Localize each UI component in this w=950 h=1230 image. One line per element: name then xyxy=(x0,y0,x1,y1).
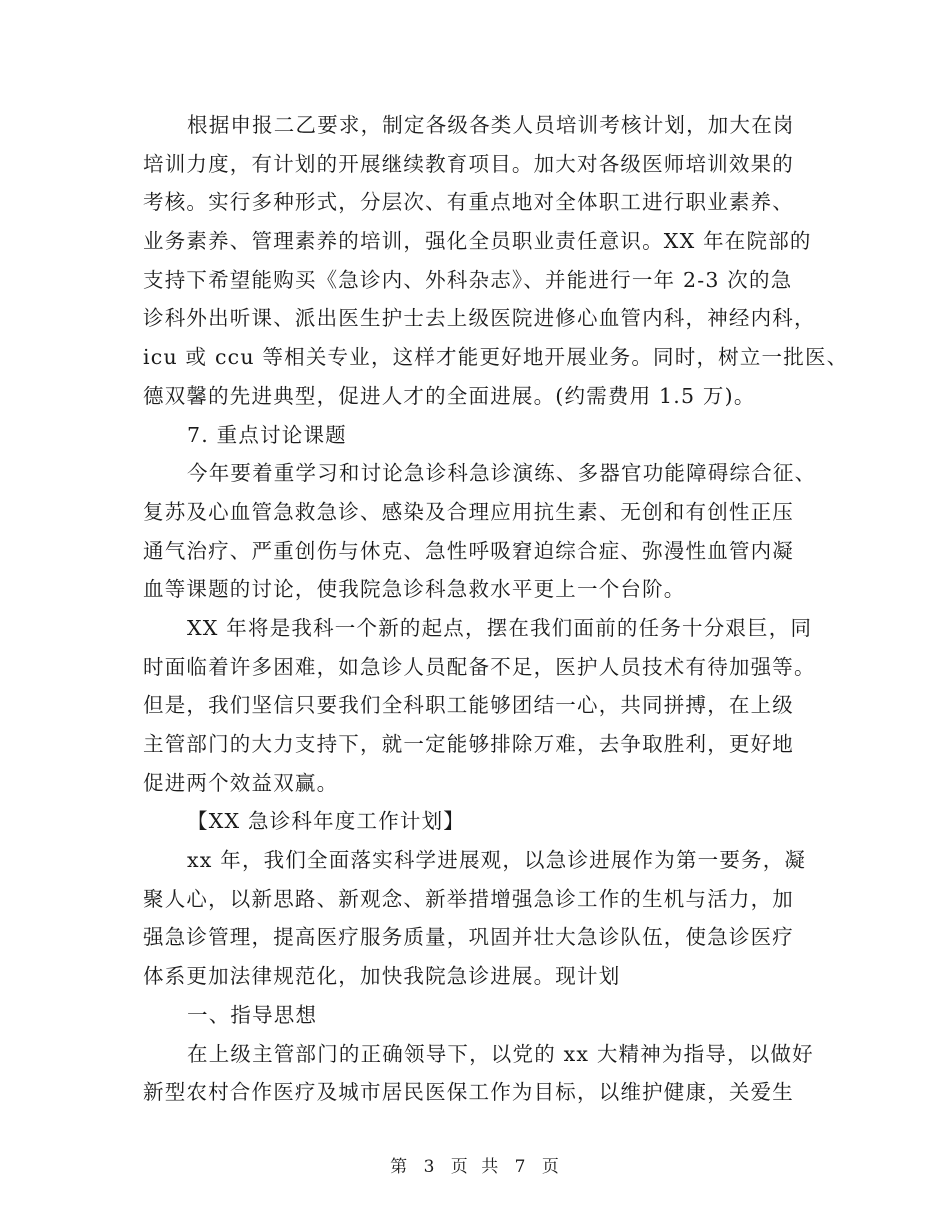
text-line: 促进两个效益双赢。 xyxy=(143,770,339,795)
text-line: 今年要着重学习和讨论急诊科急诊演练、多器官功能障碍综合征、 xyxy=(187,461,817,486)
section-heading: 7. 重点讨论课题 xyxy=(187,422,347,447)
text-line: 业务素养、管理素养的培训，强化全员职业责任意识。XX 年在院部的 xyxy=(143,229,812,254)
text-line: 体系更加法律规范化，加快我院急诊进展。现计划 xyxy=(143,964,621,989)
text-line: 聚人心，以新思路、新观念、新举措增强急诊工作的生机与活力，加 xyxy=(143,886,794,911)
document-body xyxy=(143,106,849,1112)
text-line: 主管部门的大力支持下，就一定能够排除万难，去争取胜利，更好地 xyxy=(143,732,794,756)
footer-suffix: 页 xyxy=(541,1157,560,1177)
footer-prefix: 第 xyxy=(390,1157,409,1177)
text-line: xx 年，我们全面落实科学进展观，以急诊进展作为第一要务，凝 xyxy=(187,848,807,873)
text-line: 根据申报二乙要求，制定各级各类人员培训考核计划，加大在岗 xyxy=(187,113,795,137)
text-line: 时面临着许多困难，如急诊人员配备不足，医护人员技术有待加强等。 xyxy=(143,654,816,679)
text-line: 血等课题的讨论，使我院急诊科急救水平更上一个台阶。 xyxy=(143,577,686,602)
text-line: XX 年将是我科一个新的起点，摆在我们面前的任务十分艰巨，同 xyxy=(187,615,813,640)
section-heading: 一、指导思想 xyxy=(187,1002,318,1027)
section-title: 【XX 急诊科年度工作计划】 xyxy=(187,809,466,834)
text-line: 通气治疗、严重创伤与休克、急性呼吸窘迫综合症、弥漫性血管内凝 xyxy=(143,538,794,563)
text-line: 强急诊管理，提高医疗服务质量，巩固并壮大急诊队伍，使急诊医疗 xyxy=(143,925,794,950)
total-pages-number: 7 xyxy=(514,1157,527,1177)
text-line: 培训力度，有计划的开展继续教育项目。加大对各级医师培训效果的 xyxy=(143,151,794,176)
footer-total-label: 共 xyxy=(481,1157,500,1177)
text-line: 复苏及心血管急救急诊、感染及合理应用抗生素、无创和有创性正压 xyxy=(143,499,794,524)
page-footer xyxy=(0,1152,950,1177)
text-line: 德双馨的先进典型，促进人才的全面进展。(约需费用 1.5 万)。 xyxy=(143,383,756,408)
text-line: icu 或 ccu 等相关专业，这样才能更好地开展业务。同时，树立一批医、 xyxy=(143,345,849,370)
footer-page-label: 页 xyxy=(450,1157,469,1177)
current-page-number: 3 xyxy=(423,1157,436,1177)
text-line: 但是，我们坚信只要我们全科职工能够团结一心，共同拼搏，在上级 xyxy=(143,693,794,718)
text-line: 支持下希望能购买《急诊内、外科杂志》、并能进行一年 2-3 次的急 xyxy=(143,267,793,292)
text-line: 考核。实行多种形式，分层次、有重点地对全体职工进行职业素养、 xyxy=(143,190,794,215)
text-line: 在上级主管部门的正确领导下，以党的 xx 大精神为指导，以做好 xyxy=(187,1041,814,1066)
text-line: 新型农村合作医疗及城市居民医保工作为目标，以维护健康，关爱生 xyxy=(143,1080,794,1105)
text-line: 诊科外出听课、派出医生护士去上级医院进修心血管内科，神经内科， xyxy=(143,306,816,331)
